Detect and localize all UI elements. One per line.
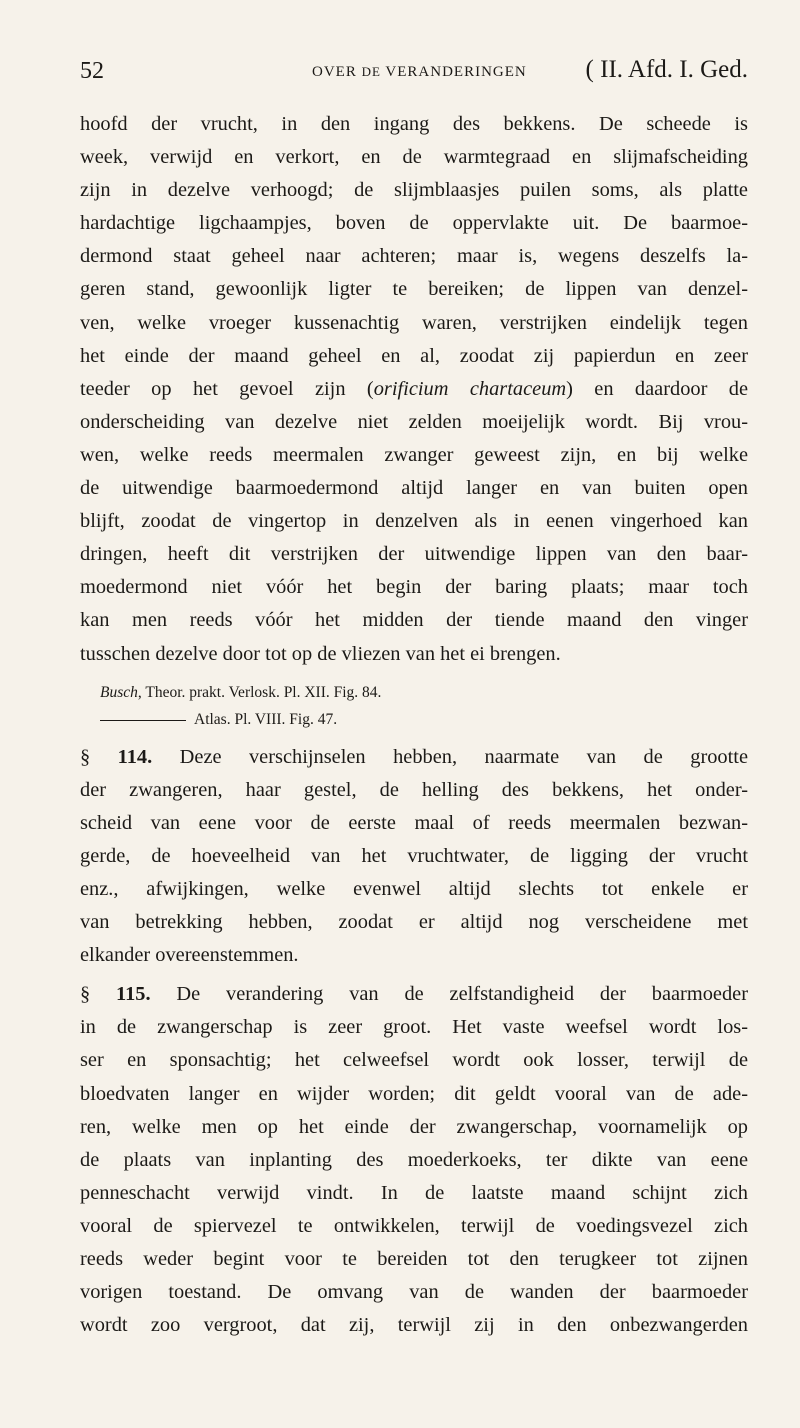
- running-title-small: DE: [361, 64, 381, 79]
- text-line: moedermond niet vóór het begin der baring plaats; maar toch: [80, 576, 748, 599]
- text-line: dermond staat geheel naar achteren; maar is, wegens deszelfs la-: [80, 245, 748, 268]
- section-mark: §: [80, 745, 118, 768]
- text-line: week, verwijd en verkort, en de warmtegraad en slijmafscheiding: [80, 146, 748, 169]
- latin-term: orificium chartaceum: [373, 377, 567, 400]
- text-line: dringen, heeft dit verstrijken der uitwendige lippen van den baar-: [80, 543, 748, 566]
- references: [100, 679, 748, 733]
- text-line: [80, 741, 748, 774]
- text-line: scheid van eene voor de eerste maal of reeds meermalen bezwan-: [80, 811, 748, 834]
- text-line: ren, welke men op het einde der zwangerschap, voornamelijk op: [80, 1115, 748, 1138]
- text-line: [80, 978, 748, 1011]
- reference-line: [100, 706, 748, 733]
- text-line: zijn in dezelve verhoogd; de slijmblaasjes puilen soms, als platte: [80, 179, 748, 202]
- text-line: het einde der maand geheel en al, zoodat zij papierdun en zeer: [80, 344, 748, 367]
- section-mark: §: [80, 983, 117, 1006]
- text-span: ) en daardoor de: [566, 377, 749, 400]
- running-title-part: VERANDERINGEN: [380, 64, 527, 80]
- reference-author: Busch: [100, 683, 138, 701]
- running-title-part: OVER: [312, 64, 362, 80]
- text-line: in de zwangerschap is zeer groot. Het vaste weefsel wordt los-: [80, 1016, 748, 1039]
- ditto-rule: [100, 720, 186, 721]
- text-line: [80, 373, 748, 406]
- section-number: 115.: [116, 983, 151, 1006]
- text-line: geren stand, gewoonlijk ligter te bereiken; de lippen van denzel-: [80, 278, 748, 301]
- paragraph-1: [80, 108, 748, 671]
- text-line: elkander overeenstemmen.: [80, 944, 299, 967]
- text-line: der zwangeren, haar gestel, de helling des bekkens, het onder-: [80, 778, 748, 801]
- text-line: wordt zoo vergroot, dat zij, terwijl zij in den onbezwangerden: [80, 1314, 748, 1337]
- text-span: De verandering van de zelfstandigheid der baarmoeder: [150, 983, 748, 1006]
- text-line: de plaats van inplanting des moederkoeks, ter dikte van eene: [80, 1148, 748, 1171]
- text-line: reeds weder begint voor te bereiden tot den terugkeer tot zijnen: [80, 1248, 748, 1270]
- text-line: ven, welke vroeger kussenachtig waren, verstrijken eindelijk tegen: [80, 311, 748, 334]
- text-line: vooral de spiervezel te ontwikkelen, terwijl de voedingsvezel zich: [80, 1214, 748, 1237]
- text-line: ser en sponsachtig; het celweefsel wordt ook losser, terwijl de: [80, 1049, 748, 1072]
- text-line: kan men reeds vóór het midden der tiende maand den vinger: [80, 609, 748, 632]
- text-line: vorigen toestand. De omvang van de wanden der baarmoeder: [80, 1281, 748, 1304]
- section-reference: ( II. Afd. I. Ged.: [585, 56, 748, 83]
- reference-text: , Theor. prakt. Verlosk. Pl. XII. Fig. 84.: [137, 683, 382, 701]
- text-line: hoofd der vrucht, in den ingang des bekkens. De scheede is: [80, 113, 748, 135]
- text-line: de uitwendige baarmoedermond altijd langer en van buiten open: [80, 477, 748, 500]
- text-line: enz., afwijkingen, welke evenwel altijd slechts tot enkele er: [80, 877, 748, 900]
- text-span: teeder op het gevoel zijn (: [80, 377, 374, 400]
- text-span: Deze verschijnselen hebben, naarmate van de grootte: [152, 745, 749, 768]
- text-line: hardachtige ligchaampjes, boven de oppervlakte uit. De baarmoe-: [80, 212, 748, 235]
- paragraph-114: [80, 741, 748, 973]
- page-number: 52: [80, 58, 104, 84]
- section-number: 114.: [117, 745, 153, 768]
- text-line: penneschacht verwijd vindt. In de laatste maand schijnt zich: [80, 1181, 748, 1204]
- text-line: onderscheiding van dezelve niet zelden moeijelijk wordt. Bij vrou-: [80, 410, 748, 433]
- text-line: van betrekking hebben, zoodat er altijd nog verscheidene met: [80, 911, 748, 934]
- page-header: [80, 52, 748, 92]
- running-title: [312, 64, 527, 81]
- reference-line: [100, 679, 748, 706]
- text-line: tusschen dezelve door tot op de vliezen van het ei brengen.: [80, 642, 561, 665]
- text-line: blijft, zoodat de vingertop in denzelven als in eenen vingerhoed kan: [80, 510, 748, 533]
- text-line: gerde, de hoeveelheid van het vruchtwater, de ligging der vrucht: [80, 844, 748, 867]
- book-page: [80, 52, 748, 1342]
- reference-text: Atlas. Pl. VIII. Fig. 47.: [194, 710, 338, 728]
- text-line: wen, welke reeds meermalen zwanger geweest zijn, en bij welke: [80, 443, 748, 466]
- text-line: bloedvaten langer en wijder worden; dit geldt vooral van de ade-: [80, 1082, 748, 1105]
- paragraph-115: [80, 978, 748, 1342]
- page-body: [80, 108, 748, 1342]
